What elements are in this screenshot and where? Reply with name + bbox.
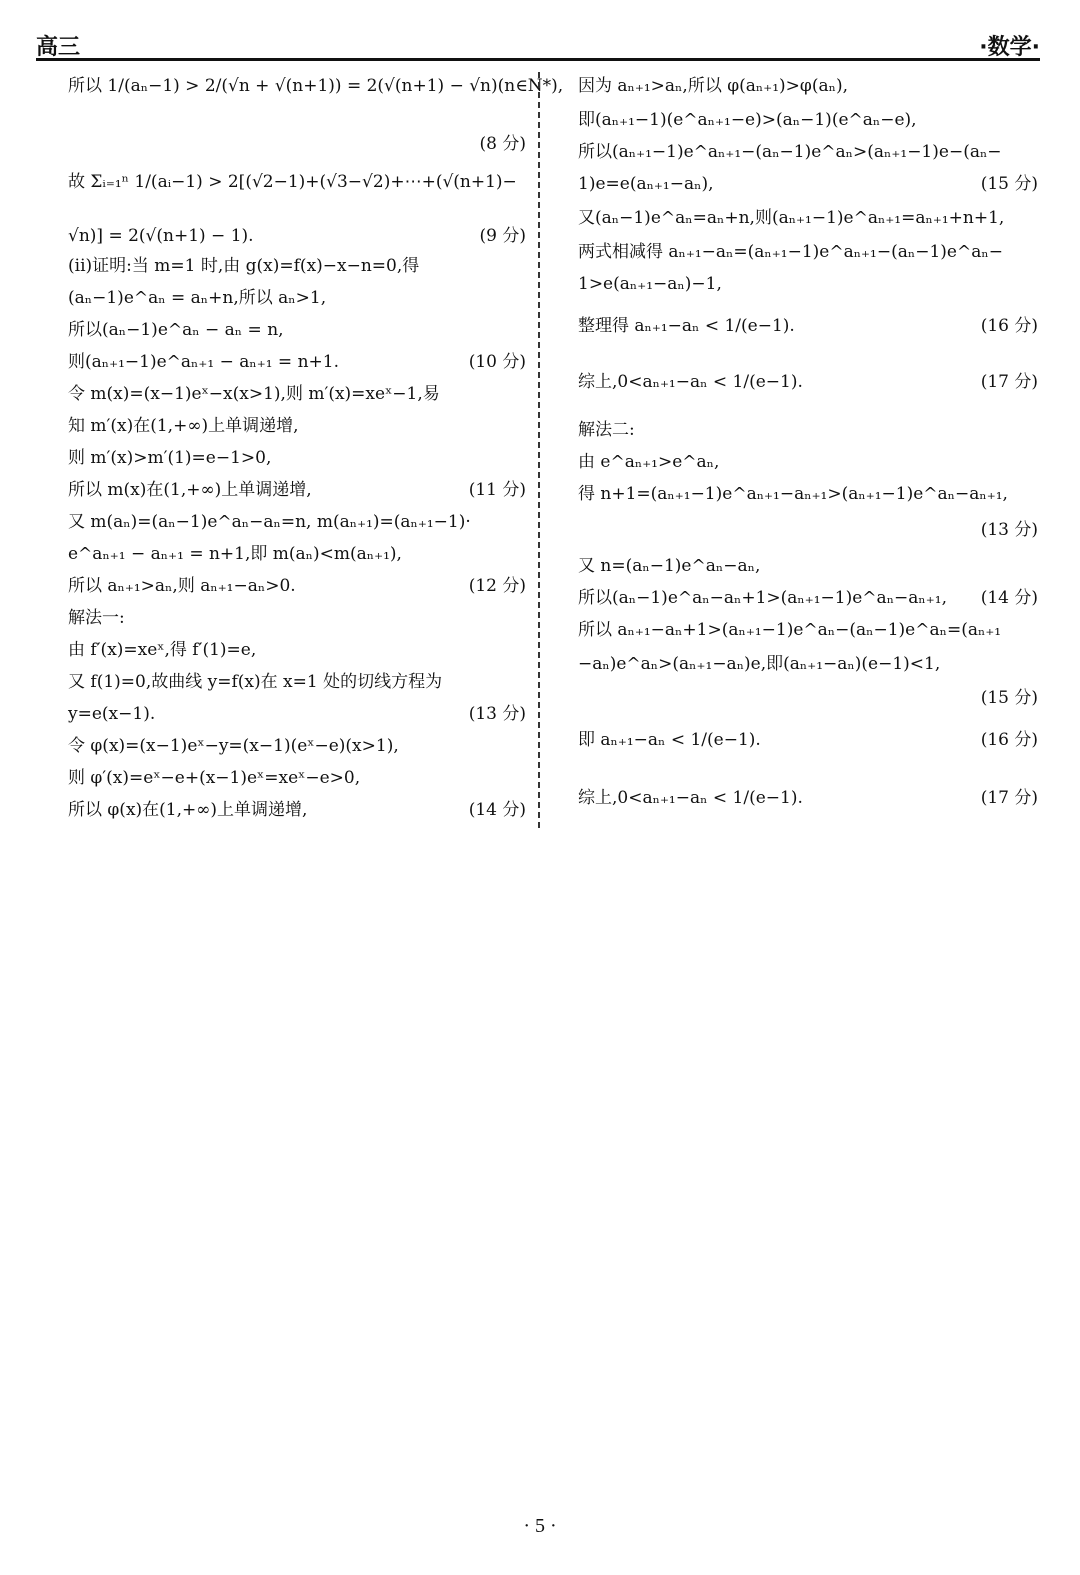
solution-line [578,620,1038,640]
solution-line [68,480,526,500]
solution-text: 由 f′(x)=xeˣ,得 f′(1)=e, [68,640,257,660]
solution-text: 解法二: [578,420,635,440]
solution-line [68,544,526,564]
solution-text: 所以 aₙ₊₁>aₙ,则 aₙ₊₁−aₙ>0. [68,576,296,596]
solution-line [578,242,1038,262]
solution-line [578,110,1038,130]
solution-text: 又 n=(aₙ−1)e^aₙ−aₙ, [578,556,761,576]
solution-text: 得 n+1=(aₙ₊₁−1)e^aₙ₊₁−aₙ₊₁>(aₙ₊₁−1)e^aₙ−aₙ₊₁, [578,484,1008,504]
solution-line [578,174,1038,194]
solution-line [68,416,526,436]
solution-text: 1)e=e(aₙ₊₁−aₙ), [578,174,714,194]
score-label: (17 分) [980,372,1038,392]
grade-label: 高三 [36,35,81,60]
solution-text: y=e(x−1). [68,704,156,724]
score-label: (11 分) [468,480,526,500]
solution-line [68,76,564,96]
solution-line [578,76,1038,96]
solution-text: 则(aₙ₊₁−1)e^aₙ₊₁ − aₙ₊₁ = n+1. [68,352,339,372]
solution-line [68,384,526,404]
solution-text: 综上,0<aₙ₊₁−aₙ < 1/(e−1). [578,372,803,392]
solution-text: (aₙ−1)e^aₙ = aₙ+n,所以 aₙ>1, [68,288,327,308]
score-label: (13 分) [980,520,1038,540]
header-rule [36,58,1040,61]
solution-line [578,142,1038,162]
solution-line [68,672,526,692]
solution-text: 令 φ(x)=(x−1)eˣ−y=(x−1)(eˣ−e)(x>1), [68,736,399,756]
solution-text: 即 aₙ₊₁−aₙ < 1/(e−1). [578,730,761,750]
solution-text: 因为 aₙ₊₁>aₙ,所以 φ(aₙ₊₁)>φ(aₙ), [578,76,848,96]
solution-text: 又 f(1)=0,故曲线 y=f(x)在 x=1 处的切线方程为 [68,672,443,692]
solution-text: 整理得 aₙ₊₁−aₙ < 1/(e−1). [578,316,795,336]
solution-text: 所以 aₙ₊₁−aₙ+1>(aₙ₊₁−1)e^aₙ−(aₙ−1)e^aₙ=(aₙ₊₁ [578,620,1002,640]
score-label: (14 分) [980,588,1038,608]
page-header [36,28,1040,62]
score-label: (15 分) [980,174,1038,194]
solution-line [68,288,526,308]
solution-line [68,800,526,820]
solution-line [68,352,526,372]
solution-text: 知 m′(x)在(1,+∞)上单调递增, [68,416,299,436]
solution-line [578,556,1038,576]
solution-text: 两式相减得 aₙ₊₁−aₙ=(aₙ₊₁−1)e^aₙ₊₁−(aₙ−1)e^aₙ− [578,242,1003,262]
solution-line [68,640,526,660]
solution-line [68,704,526,724]
solution-text: (ii)证明:当 m=1 时,由 g(x)=f(x)−x−n=0,得 [68,256,420,276]
solution-text: 所以 m(x)在(1,+∞)上单调递增, [68,480,312,500]
solution-line [578,420,1038,440]
solution-line [578,588,1038,608]
solution-line [578,654,1038,674]
solution-line [68,172,526,192]
solution-line [578,372,1038,392]
solution-line [578,316,1038,336]
score-label: (17 分) [980,788,1038,808]
solution-text: 所以(aₙ−1)e^aₙ − aₙ = n, [68,320,284,340]
solution-text: 又 m(aₙ)=(aₙ−1)e^aₙ−aₙ=n, m(aₙ₊₁)=(aₙ₊₁−1)· [68,512,471,532]
score-label: (16 分) [980,730,1038,750]
solution-line [578,730,1038,750]
solution-text: 所以 1/(aₙ−1) > 2/(√n + √(n+1)) = 2(√(n+1) − √n)(n∈N*), [68,76,564,96]
solution-text: 令 m(x)=(x−1)eˣ−x(x>1),则 m′(x)=xeˣ−1,易 [68,384,440,404]
solution-line [578,452,1038,472]
solution-text: 由 e^aₙ₊₁>e^aₙ, [578,452,720,472]
score-label: (8 分) [479,134,526,154]
solution-line [68,768,526,788]
solution-text: 则 φ′(x)=eˣ−e+(x−1)eˣ=xeˣ−e>0, [68,768,361,788]
solution-text: 综上,0<aₙ₊₁−aₙ < 1/(e−1). [578,788,803,808]
solution-text: 解法一: [68,608,125,628]
score-label: (14 分) [468,800,526,820]
solution-text: 故 Σᵢ₌₁ⁿ 1/(aᵢ−1) > 2[(√2−1)+(√3−√2)+⋯+(√(n+1)− [68,172,517,192]
score-label: (16 分) [980,316,1038,336]
solution-line [68,226,526,246]
solution-line [68,608,526,628]
solution-text: 即(aₙ₊₁−1)(e^aₙ₊₁−e)>(aₙ−1)(e^aₙ−e), [578,110,917,130]
solution-text: 所以(aₙ₊₁−1)e^aₙ₊₁−(aₙ−1)e^aₙ>(aₙ₊₁−1)e−(aₙ− [578,142,1002,162]
solution-text: −aₙ)e^aₙ>(aₙ₊₁−aₙ)e,即(aₙ₊₁−aₙ)(e−1)<1, [578,654,941,674]
column-divider [538,72,540,828]
solution-line [68,736,526,756]
score-label: (12 分) [468,576,526,596]
solution-text: √n)] = 2(√(n+1) − 1). [68,226,254,246]
solution-text: 又(aₙ−1)e^aₙ=aₙ+n,则(aₙ₊₁−1)e^aₙ₊₁=aₙ₊₁+n+1, [578,208,1005,228]
score-label: (13 分) [468,704,526,724]
solution-line [68,512,526,532]
solution-text: e^aₙ₊₁ − aₙ₊₁ = n+1,即 m(aₙ)<m(aₙ₊₁), [68,544,402,564]
score-label: (10 分) [468,352,526,372]
subject-label: ·数学· [979,35,1040,60]
solution-line [578,484,1038,504]
solution-line [68,256,526,276]
solution-text: 1>e(aₙ₊₁−aₙ)−1, [578,274,722,294]
solution-line [68,576,526,596]
solution-line [578,208,1038,228]
solution-line [68,320,526,340]
solution-text: 所以 φ(x)在(1,+∞)上单调递增, [68,800,308,820]
solution-text: 所以(aₙ−1)e^aₙ−aₙ+1>(aₙ₊₁−1)e^aₙ−aₙ₊₁, [578,588,947,608]
solution-line [578,274,1038,294]
score-label: (9 分) [479,226,526,246]
solution-line [68,448,526,468]
solution-line [578,788,1038,808]
solution-text: 则 m′(x)>m′(1)=e−1>0, [68,448,272,468]
page-number: · 5 · [523,1515,557,1537]
score-label: (15 分) [980,688,1038,708]
